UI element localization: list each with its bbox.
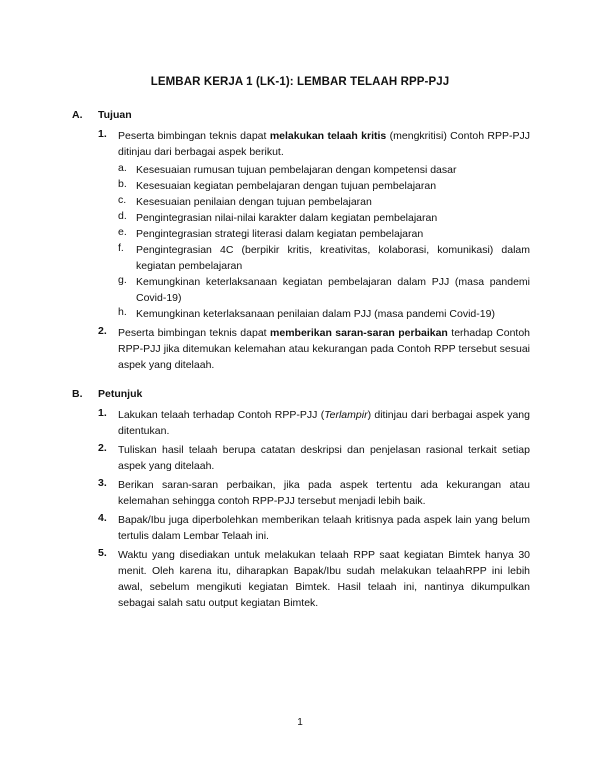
item-number: 1. xyxy=(98,407,107,419)
item-text: Waktu yang disediakan untuk melakukan telaah RPP saat kegiatan Bimtek hanya 30 menit. Oleh karena itu, diharapkan Bapak/Ibu sudah melakukan telaahRPP ini lebih awal, sebelum mengikuti kegiatan Bimtek. Hasil telaah ini, nantinya dikumpulkan sebagai salah satu output kegiatan Bimtek. xyxy=(118,549,530,609)
list-item: f. Pengintegrasian 4C (berpikir kritis, kreativitas, kolaborasi, komunikasi) dalam kegiatan pembelajaran xyxy=(118,242,530,272)
section-petunjuk xyxy=(0,388,600,611)
list-item xyxy=(0,512,600,544)
list-item xyxy=(0,407,600,439)
list-item xyxy=(0,477,600,509)
item-text: Peserta bimbingan teknis dapat melakukan telaah kritis (mengkritisi) Contoh RPP-PJJ ditinjau dari berbagai aspek berikut. xyxy=(118,130,531,158)
item-text: Berikan saran-saran perbaikan, jika pada aspek tertentu ada kekurangan atau kelemahan sehingga contoh RPP-PJJ tersebut menjadi lebih baik. xyxy=(118,479,530,507)
list-item: b. Kesesuaian kegiatan pembelajaran dengan tujuan pembelajaran xyxy=(118,178,437,192)
aspect-list xyxy=(0,162,600,322)
document-title: LEMBAR KERJA 1 (LK-1): LEMBAR TELAAH RPP-PJJ xyxy=(150,76,450,88)
section-letter: A. xyxy=(72,109,83,121)
item-number: 2. xyxy=(98,442,107,454)
list-item xyxy=(0,325,600,373)
list-item: d. Pengintegrasian nilai-nilai karakter dalam kegiatan pembelajaran xyxy=(118,210,438,224)
section-title: Tujuan xyxy=(98,109,132,121)
item-number: 5. xyxy=(98,547,107,559)
item-text: Peserta bimbingan teknis dapat memberikan saran-saran perbaikan terhadap Contoh RPP-PJJ jika ditemukan kelemahan atau kekurangan pada Contoh RPP tersebut sesuai aspek yang ditelaah. xyxy=(118,327,530,371)
item-number: 3. xyxy=(98,477,107,489)
item-text: Tuliskan hasil telaah berupa catatan deskripsi dan penjelasan rasional terkait setiap aspek yang ditelaah. xyxy=(118,444,530,472)
list-item: e. Pengintegrasian strategi literasi dalam kegiatan pembelajaran xyxy=(118,226,424,240)
item-number: 2. xyxy=(98,325,107,337)
section-letter: B. xyxy=(72,388,83,400)
page-number: 1 xyxy=(297,717,303,728)
list-item: h. Kemungkinan keterlaksanaan penilaian dalam PJJ (masa pandemi Covid-19) xyxy=(118,306,495,320)
section-tujuan xyxy=(0,109,600,373)
section-title: Petunjuk xyxy=(98,388,143,400)
item-text: Bapak/Ibu juga diperbolehkan memberikan telaah kritisnya pada aspek lain yang belum tertulis dalam Lembar Telaah ini. xyxy=(118,514,530,542)
list-item xyxy=(0,128,600,322)
item-number: 1. xyxy=(98,128,107,140)
list-item: g. Kemungkinan keterlaksanaan kegiatan pembelajaran dalam PJJ (masa pandemi Covid-19) xyxy=(118,274,530,304)
list-item: a. Kesesuaian rumusan tujuan pembelajaran dengan kompetensi dasar xyxy=(118,162,457,176)
list-item: c. Kesesuaian penilaian dengan tujuan pembelajaran xyxy=(118,194,372,208)
item-text: Lakukan telaah terhadap Contoh RPP-PJJ (Terlampir) ditinjau dari berbagai aspek yang ditentukan. xyxy=(118,409,530,437)
item-number: 4. xyxy=(98,512,107,524)
list-item xyxy=(0,442,600,474)
list-item xyxy=(0,547,600,611)
